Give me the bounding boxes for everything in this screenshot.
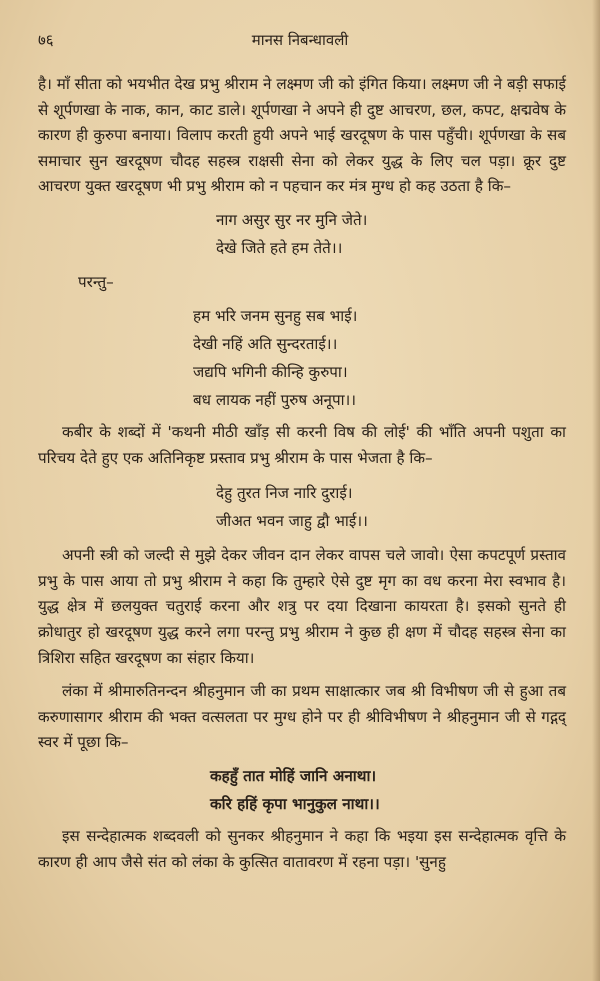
verse-block-3 xyxy=(38,479,566,535)
page-number: ७६ xyxy=(38,31,54,49)
verse-line: जद्यपि भगिनी कीन्हि कुरुपा। xyxy=(193,362,348,381)
verse-block-2 xyxy=(38,302,566,414)
verse-line: जीअत भवन जाहु द्वौ भाई।। xyxy=(216,512,368,531)
paragraph-2: कबीर के शब्दों में 'कथनी मीठी खाँड़ सी करनी विष की लोई' की भाँति अपनी पशुता का परिचय देते हुए एक अतिनिकृष्ट प्रस्ताव प्रभु श्रीराम के पास भेजता है कि– xyxy=(38,422,566,467)
verse-line: देखी नहिं अति सुन्दरताई।। xyxy=(193,334,338,353)
verse-block-4 xyxy=(38,762,566,818)
verse-line: देखे जिते हते हम तेते।। xyxy=(216,238,343,257)
verse-line: देहु तुरत निज नारि दुराई। xyxy=(216,484,353,503)
verse-line: कहहुँ तात मोहिं जानि अनाथा। xyxy=(210,766,377,785)
verse-block-1 xyxy=(38,206,566,262)
page-edge-shadow xyxy=(592,0,600,981)
paragraph-1: है। माँ सीता को भयभीत देख प्रभु श्रीराम ने लक्ष्मण जी को इंगित किया। लक्ष्मण जी ने बड़ी सफाई से शूर्पणखा के नाक, कान, काट डाले। शूर्पणखा ने अपने ही दुष्ट आचरण, छल, कपट, क्षद्मवेष के कारण ही कुरुपा बनाया। विलाप करती हुयी अपने भाई खरदूषण के पास पहुँची। शूर्पणखा के सब समाचार सुन खरदूषण चौदह सहस्त्र राक्षसी सेना को लेकर युद्ध के लिए चल पड़ा। क्रूर दुष्ट आचरण युक्त खरदूषण भी प्रभु श्रीराम को न पहचान कर मंत्र मुग्ध हो कह उठता है कि– xyxy=(38,75,566,196)
page-body xyxy=(38,72,566,875)
verse-line: हम भरि जनम सुनहु सब भाई। xyxy=(193,306,358,325)
page-header xyxy=(0,30,600,52)
paragraph-4: लंका में श्रीमारुतिनन्दन श्रीहनुमान जी का प्रथम साक्षात्कार जब श्री विभीषण जी से हुआ तब करुणासागर श्रीराम की भक्त वत्सलता पर मुग्ध होने पर ही श्रीविभीषण ने श्रीहनुमान जी से गद्गद् स्वर में पूछा कि– xyxy=(38,682,566,752)
verse-line: नाग असुर सुर नर मुनि जेते। xyxy=(216,210,368,229)
paragraph-5: इस सन्देहात्मक शब्दवली को सुनकर श्रीहनुमान ने कहा कि भइया इस सन्देहात्मक वृत्ति के कारण ही आप जैसे संत को लंका के कुत्सित वातावरण में रहना पड़ा। 'सुनहु xyxy=(38,826,566,871)
verse-line: करि हहिं कृपा भानुकुल नाथा।। xyxy=(210,794,380,813)
paragraph-3: अपनी स्त्री को जल्दी से मुझे देकर जीवन दान लेकर वापस चले जावो। ऐसा कपटपूर्ण प्रस्ताव प्रभु के पास आया तो प्रभु श्रीराम ने कहा कि तुम्हारे ऐसे दुष्ट मृग का वध करना मेरा स्वभाव है। युद्ध क्षेत्र में छलयुक्त चतुराई करना और शत्रु पर दया दिखाना कायरता है। इसको सुनते ही क्रोधातुर हो खरदूषण युद्ध करने लगा परन्तु प्रभु श्रीराम ने कुछ ही क्षण में चौदह सहस्त्र सेना का त्रिशिरा सहित खरदूषण का संहार किया। xyxy=(38,546,566,667)
verse-line: बध लायक नहीं पुरुष अनूपा।। xyxy=(193,390,357,409)
transition-word: परन्तु– xyxy=(78,272,114,291)
running-title: मानस निबन्धावली xyxy=(251,31,349,49)
